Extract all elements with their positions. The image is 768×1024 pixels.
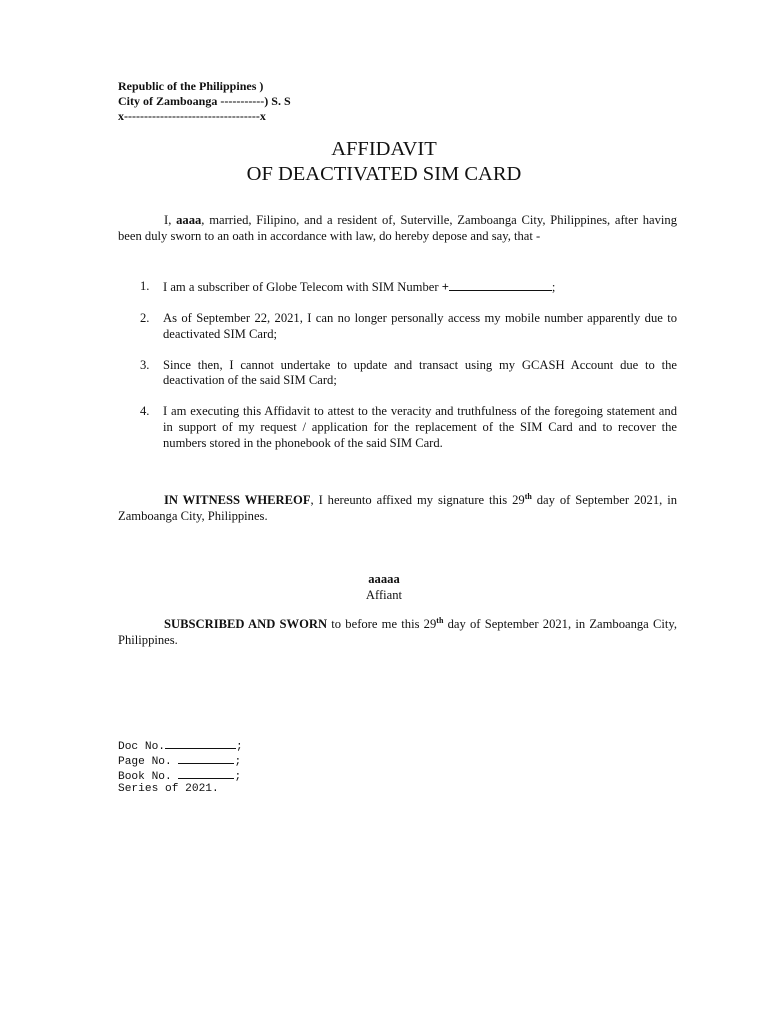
doc-no-end: ;	[236, 741, 243, 753]
jurat-text-post: day of September 2021, in Zamboanga City, Philippines.	[118, 617, 678, 647]
doc-no-blank	[165, 739, 236, 749]
notarial-register	[118, 739, 243, 796]
witness-text-pre: , I hereunto affixed my signature this 29	[310, 493, 525, 507]
sim-number-blank	[449, 279, 552, 291]
intro-prefix: I,	[164, 213, 177, 227]
item-text: As of September 22, 2021, I can no longer personally access my mobile number apparently due to deactivated SIM Card;	[163, 311, 677, 341]
jurat-paragraph	[118, 617, 677, 648]
jurat-ordinal: th	[436, 616, 444, 625]
list-item	[118, 358, 677, 389]
sim-number-plus: +	[441, 280, 449, 294]
book-no-line	[118, 769, 243, 784]
item-number: 2.	[140, 311, 150, 326]
item-number: 1.	[140, 279, 150, 293]
item-number: 4.	[140, 404, 150, 419]
item-number: 3.	[140, 357, 150, 372]
page-no-line	[118, 754, 243, 769]
book-no-blank	[178, 769, 234, 779]
book-no-end: ;	[234, 770, 242, 783]
witness-heading: IN WITNESS WHEREOF	[164, 493, 311, 507]
document-subtitle: OF DEACTIVATED SIM CARD	[246, 163, 522, 185]
venue-line-republic: Republic of the Philippines )	[118, 79, 264, 93]
page-no-label: Page No.	[118, 755, 179, 768]
venue-block	[118, 79, 291, 124]
document-title: AFFIDAVIT	[331, 138, 437, 160]
witness-paragraph	[118, 493, 677, 524]
page-no-blank	[178, 754, 234, 764]
book-no-label: Book No.	[118, 770, 179, 783]
affiant-name-inline: aaaa	[176, 213, 202, 227]
doc-no-line	[118, 739, 243, 754]
affiant-label: Affiant	[365, 588, 403, 602]
jurat-heading: SUBSCRIBED AND SWORN	[164, 617, 328, 631]
statement-list	[118, 279, 677, 467]
intro-body: , married, Filipino, and a resident of, Suterville, Zamboanga City, Philippines, after having been duly sworn to an oath in accordance with law, do hereby depose and say, that -	[118, 213, 677, 243]
witness-text-post: day of September 2021, in Zamboanga City, Philippines.	[118, 493, 677, 523]
intro-paragraph	[118, 213, 677, 244]
series-line: Series of 2021.	[118, 783, 219, 796]
item-text: I am a subscriber of Globe Telecom with SIM Number	[163, 280, 442, 294]
affiant-signature-name: aaaaa	[368, 572, 400, 586]
doc-no-label: Doc No.	[118, 741, 165, 753]
item-text: I am executing this Affidavit to attest to the veracity and truthfulness of the foregoing statement and in support of my request / application for the replacement of the SIM Card and to recover the numbers stored in the phonebook of the said SIM Card.	[163, 404, 677, 450]
list-item	[118, 404, 677, 451]
venue-line-separator: x----------------------------------x	[118, 109, 266, 123]
item-end: ;	[551, 280, 556, 294]
jurat-text-pre: to before me this 29	[327, 617, 437, 631]
list-item	[118, 311, 677, 342]
item-text: Since then, I cannot undertake to update and transact using my GCASH Account due to the deactivation of the said SIM Card;	[163, 357, 677, 388]
page-no-end: ;	[234, 755, 242, 768]
witness-ordinal: th	[524, 492, 532, 501]
list-item	[118, 279, 677, 296]
venue-line-city: City of Zamboanga -----------) S. S	[118, 94, 291, 108]
